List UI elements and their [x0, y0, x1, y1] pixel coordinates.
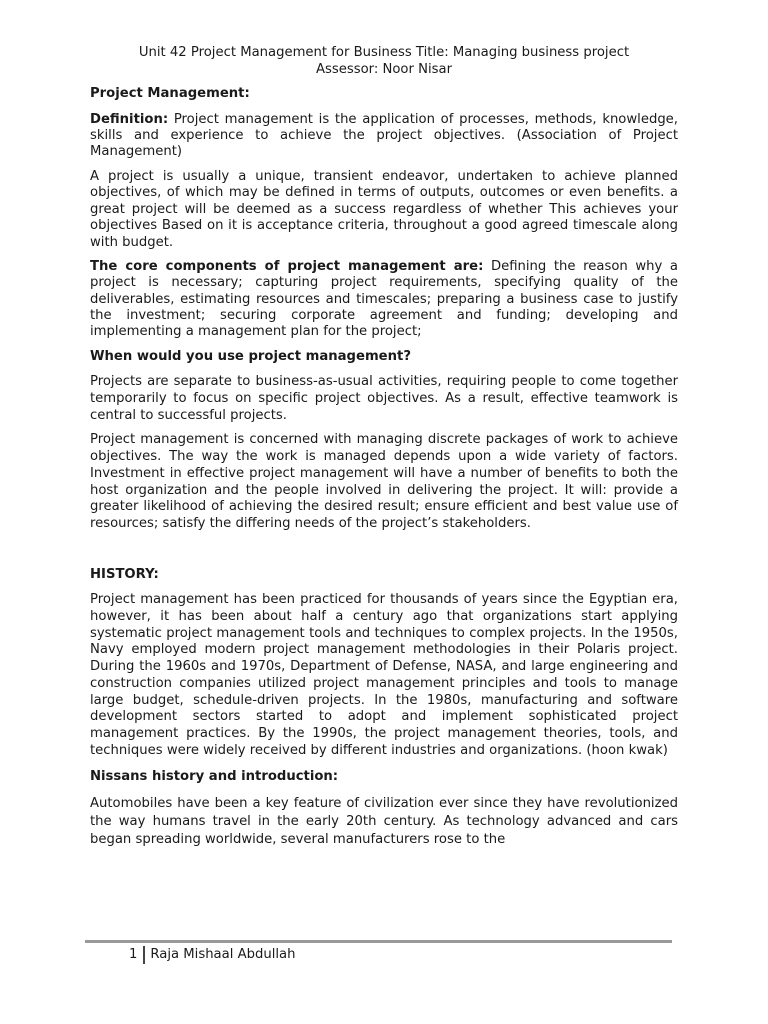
when-use-paragraph-1: Projects are separate to business-as-usual activities, requiring people to come together temporarily to focus on specific project objectives. As a result, effective teamwork is central to successful projects. [90, 374, 678, 423]
core-components-label: The core components of project management are: [90, 259, 484, 275]
page-footer [85, 940, 672, 962]
document-header [90, 44, 678, 78]
header-assessor: Assessor: Noor Nisar [315, 62, 453, 77]
heading-project-management: Project Management: [90, 86, 250, 101]
heading-nissan: Nissans history and introduction: [90, 769, 339, 785]
core-components-paragraph [90, 259, 678, 340]
footer-author: Raja Mishaal Abdullah [150, 947, 296, 962]
when-use-paragraph-2: Project management is concerned with managing discrete packages of work to achieve objectives. The way the work is managed depends upon a wide variety of factors. Investment in effective project management will have a number of benefits to both the host organization and the people involved in delivering the project. It will: provide a greater likelihood of achieving the desired result; ensure efficient and best value use of resources; satisfy the differing needs of the project’s stakeholders. [90, 432, 678, 531]
history-paragraph: Project management has been practiced for thousands of years since the Egyptian era, however, it has been about half a century ago that organizations start applying systematic project management tools and techniques to complex projects. In the 1950s, Navy employed modern project management methodologies in their Polaris project. During the 1960s and 1970s, Department of Defense, NASA, and large engineering and construction companies utilized project management principles and tools to manage large budget, schedule-driven projects. In the 1980s, manufacturing and software development sectors started to adopt and implement sophisticated project management practices. By the 1990s, the project management theories, tools, and techniques were widely received by different industries and organizations. (hoon kwak) [90, 592, 678, 758]
page-number: 1 [129, 946, 145, 964]
nissan-paragraph: Automobiles have been a key feature of civilization ever since they have revolutionized the way humans travel in the early 20th century. As technology advanced and cars began spreading worldwide, several manufacturers rose to the [90, 796, 678, 848]
heading-when-use: When would you use project management? [90, 348, 411, 364]
spacer [90, 541, 678, 567]
header-title: Unit 42 Project Management for Business Title: Managing business project [138, 45, 630, 60]
heading-history: HISTORY: [90, 566, 159, 582]
document-page [90, 44, 678, 857]
definition-label: Definition: [90, 111, 169, 127]
definition-paragraph [90, 112, 678, 161]
project-paragraph: A project is usually a unique, transient endeavor, undertaken to achieve planned objectives, of which may be defined in terms of outputs, outcomes or even benefits. a great project will be deemed as a success regardless of whether This achieves your objectives Based on it is acceptance criteria, throughout a good agreed timescale along with budget. [90, 168, 678, 250]
definition-text: Project management is the application of processes, methods, knowledge, skills and experience to achieve the project objectives. (Association of Project Management) [90, 111, 678, 160]
core-components-text: Defining the reason why a project is necessary; capturing project requirements, specifying quality of the deliverables, estimating resources and timescales; preparing a business case to justify the investment; securing corporate agreement and funding; developing and implementing a management plan for the project; [90, 259, 678, 340]
